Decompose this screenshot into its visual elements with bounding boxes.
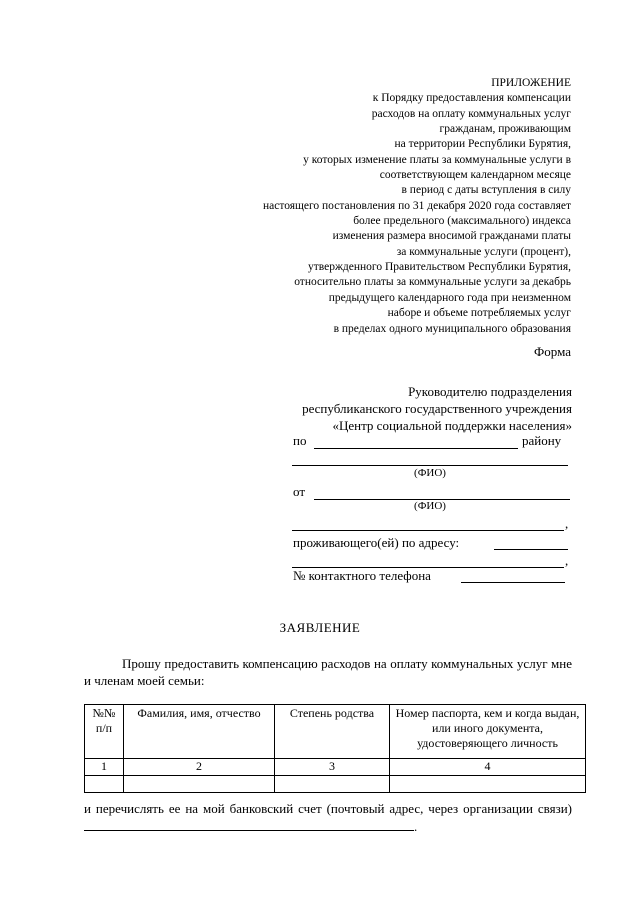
- bank-account-input-line[interactable]: [84, 817, 414, 831]
- family-members-table: [84, 704, 586, 793]
- address-input-line[interactable]: [494, 549, 568, 550]
- appendix-line: изменения размера вносимой гражданами платы: [332, 230, 571, 243]
- appendix-line: расходов на оплату коммунальных услуг: [371, 107, 571, 120]
- appendix-line: наборе и объеме потребляемых услуг: [387, 307, 571, 320]
- appendix-line: предыдущего календарного года при неизменном: [328, 291, 571, 304]
- column-header: Номер паспорта, кем и когда выдан, или иного документа, удостоверяющего личность: [390, 705, 586, 759]
- appendix-line: настоящего постановления по 31 декабря 2020 года составляет: [262, 199, 571, 212]
- fio-caption: (ФИО): [414, 500, 446, 512]
- appendix-line: у которых изменение платы за коммунальные услуги в: [303, 153, 571, 166]
- table-cell[interactable]: [124, 776, 275, 793]
- appendix-line: в пределах одного муниципального образования: [333, 322, 571, 335]
- comma: ,: [565, 553, 569, 568]
- addressee-line: «Центр социальной поддержки населения»: [332, 418, 572, 433]
- table-cell: 2: [124, 759, 275, 776]
- addressee-line: Руководителю подразделения: [408, 384, 572, 399]
- column-header: Степень родства: [275, 705, 390, 759]
- transfer-end: .: [414, 819, 418, 834]
- table-cell: 4: [390, 759, 586, 776]
- document-title: ЗАЯВЛЕНИЕ: [279, 620, 361, 635]
- rayon-label: району: [522, 433, 562, 448]
- phone-label: № контактного телефона: [293, 568, 431, 583]
- transfer-text: и перечислять ее на мой банковский счет (почтовый адрес, через организации связи): [84, 801, 572, 816]
- phone-input-line[interactable]: [461, 582, 565, 583]
- table-cell: 3: [275, 759, 390, 776]
- addressee-block: [250, 383, 572, 434]
- addressee-line: республиканского государственного учреждения: [302, 401, 572, 416]
- appendix-block: [151, 76, 571, 337]
- appendix-line: в период с даты вступления в силу: [401, 184, 571, 197]
- table-header-row: [85, 705, 586, 759]
- table-row[interactable]: [85, 776, 586, 793]
- fio-caption: (ФИО): [414, 467, 446, 479]
- table-cell[interactable]: [85, 776, 124, 793]
- appendix-line: более предельного (максимального) индекса: [353, 215, 571, 228]
- residing-label: проживающего(ей) по адресу:: [293, 535, 460, 550]
- appendix-line: гражданам, проживающим: [439, 123, 571, 136]
- applicant-continued-line[interactable]: [292, 530, 564, 531]
- column-header: Фамилия, имя, отчество: [124, 705, 275, 759]
- appendix-line: утвержденного Правительством Республики Бурятия,: [307, 261, 571, 274]
- appendix-line: за коммунальные услуги (процент),: [396, 245, 571, 258]
- appendix-line: на территории Республики Бурятия,: [394, 138, 571, 151]
- comma: ,: [565, 516, 569, 531]
- request-paragraph: Прошу предоставить компенсацию расходов на оплату коммунальных услуг мне и членам моей семьи:: [84, 656, 572, 688]
- column-header: №№ п/п: [85, 705, 124, 759]
- district-input-line[interactable]: [314, 448, 518, 449]
- appendix-line: относительно платы за коммунальные услуги за декабрь: [294, 276, 571, 289]
- table-cell[interactable]: [390, 776, 586, 793]
- table-cell: 1: [85, 759, 124, 776]
- appendix-line: соответствующем календарном месяце: [379, 169, 571, 182]
- table-row: [85, 759, 586, 776]
- appendix-line: ПРИЛОЖЕНИЕ: [491, 77, 571, 89]
- table-cell[interactable]: [275, 776, 390, 793]
- ot-label: от: [293, 484, 306, 499]
- transfer-paragraph: [84, 800, 572, 835]
- form-label: Форма: [534, 344, 571, 359]
- appendix-line: к Порядку предоставления компенсации: [372, 92, 571, 105]
- addressee-fio-line[interactable]: [292, 465, 568, 466]
- po-label: по: [293, 433, 307, 448]
